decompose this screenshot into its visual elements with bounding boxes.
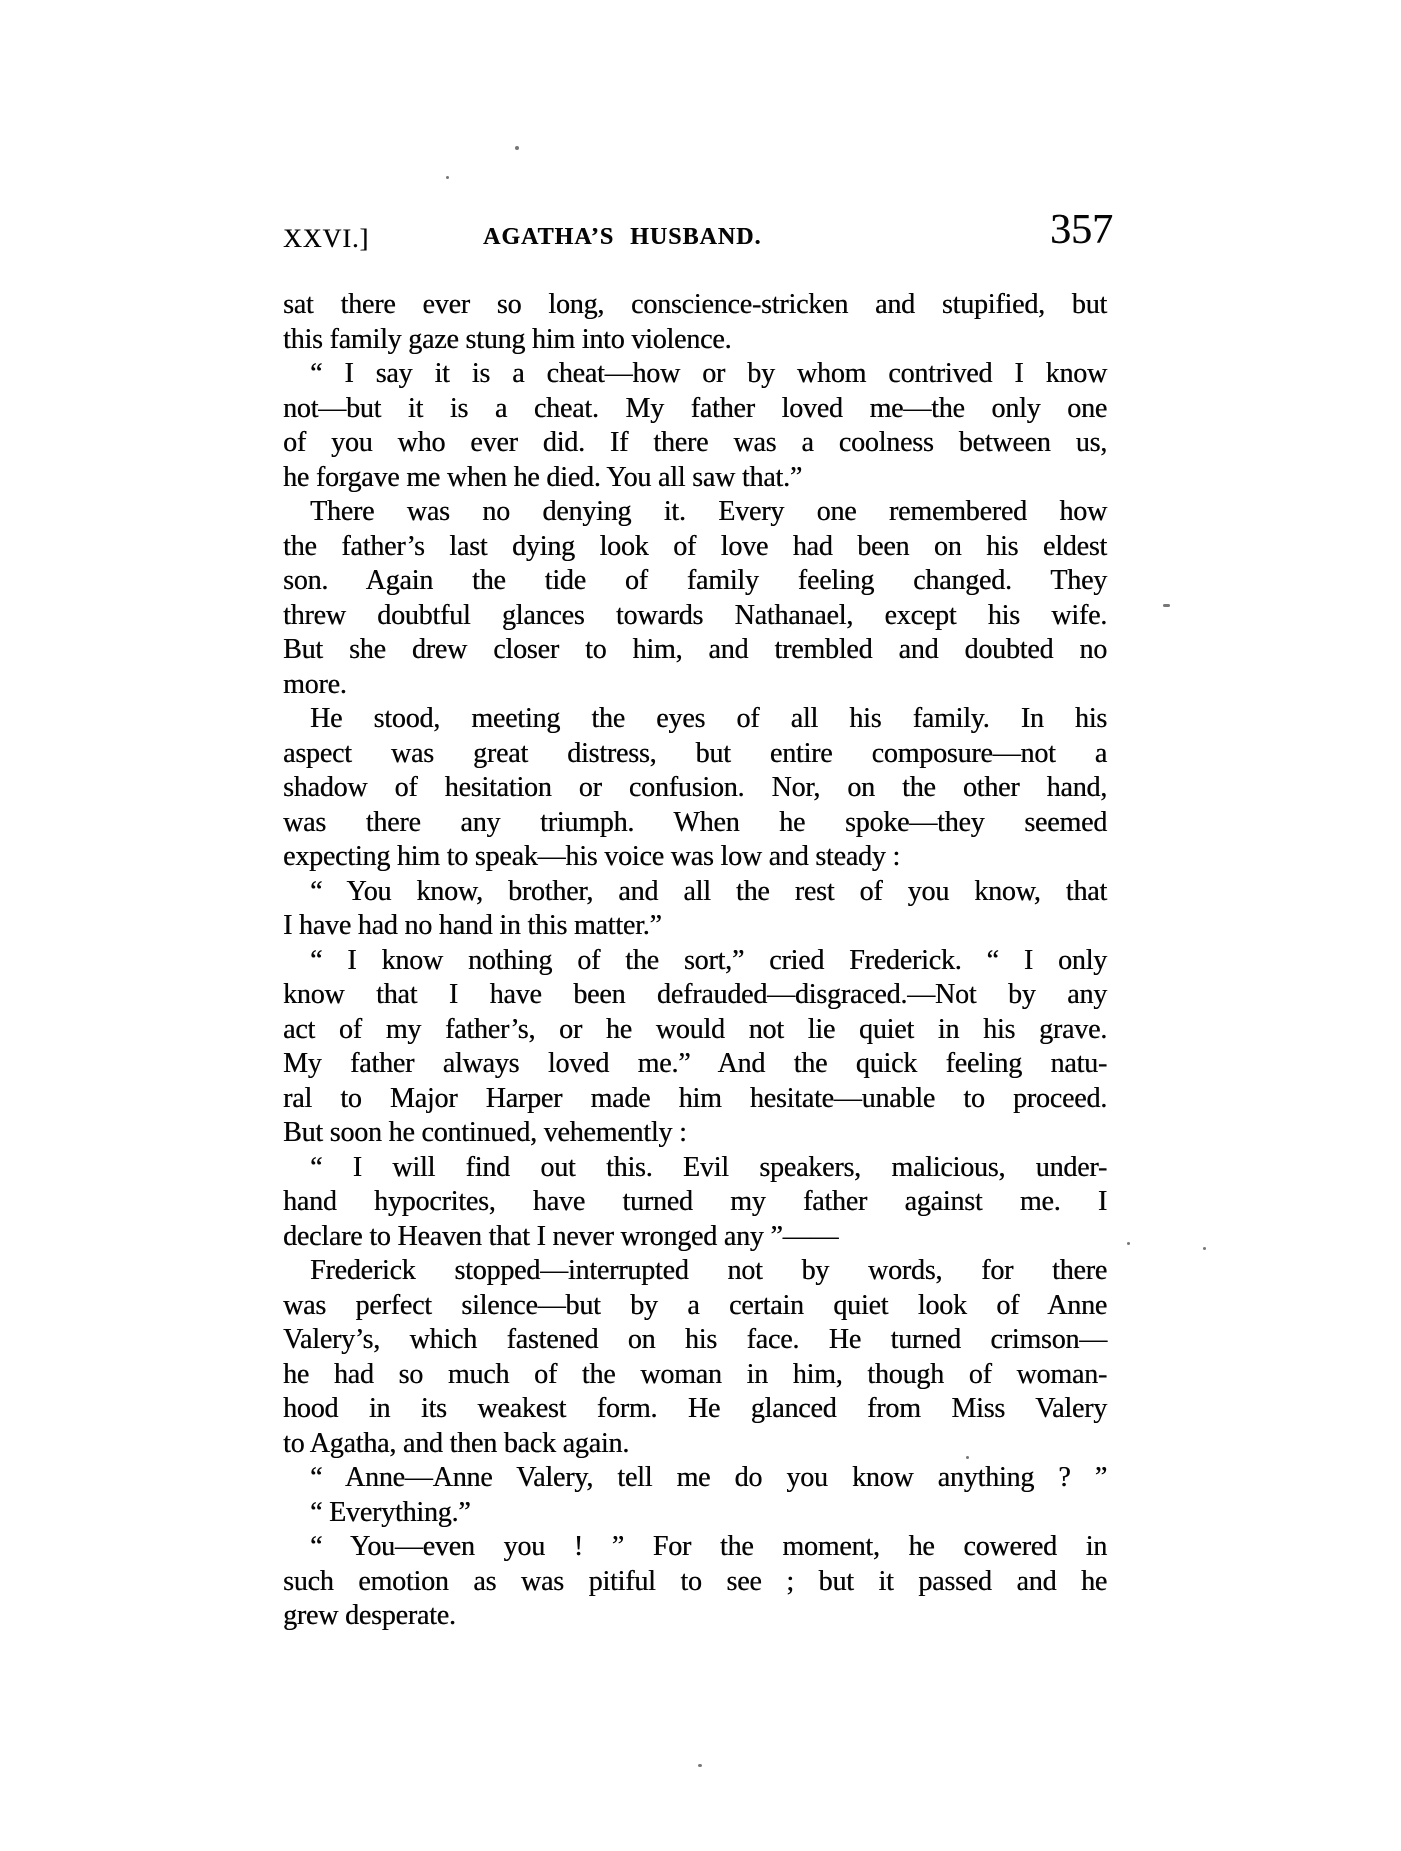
scan-speck [446,176,449,179]
text-line: sat there ever so long, conscience-stricken and stupified, but [283,289,1107,320]
text-line: expecting him to speak—his voice was low and steady : [283,841,900,872]
text-line: the father’s last dying look of love had been on his eldest [283,530,1107,562]
text-line: hand hypocrites, have turned my father against me. I [283,1186,1107,1217]
scan-speck [966,1456,969,1459]
chapter-marker: XXVI.] [283,224,370,253]
running-title: AGATHA’S HUSBAND. [483,224,762,250]
text-line: “ You know, brother, and all the rest of you know, that [310,875,1107,907]
text-line: more. [283,668,347,700]
text-line: this family gaze stung him into violence. [283,323,732,355]
text-line: know that I have been defrauded—disgraced.—Not by any [283,979,1107,1010]
text-line: he forgave me when he died. You all saw that.” [283,461,803,493]
text-line: “ I will find out this. Evil speakers, malicious, under- [310,1151,1107,1183]
text-line: My father always loved me.” And the quick feeling natu- [283,1048,1107,1079]
text-line: “ Everything.” [310,1496,471,1528]
text-line: shadow of hesitation or confusion. Nor, on the other hand, [283,772,1107,803]
scan-speck [1163,604,1170,607]
text-line: was there any triumph. When he spoke—they seemed [283,806,1107,838]
text-line: “ I know nothing of the sort,” cried Frederick. “ I only [310,944,1107,976]
text-line: “ Anne—Anne Valery, tell me do you know anything ? ” [310,1462,1107,1493]
text-line: he had so much of the woman in him, though of woman- [283,1358,1107,1390]
text-line: to Agatha, and then back again. [283,1427,630,1459]
text-line: But she drew closer to him, and trembled and doubted no [283,634,1107,665]
page-body [283,288,1107,1634]
page-number: 357 [1050,207,1113,253]
text-line: But soon he continued, vehemently : [283,1117,687,1148]
text-line: act of my father’s, or he would not lie quiet in his grave. [283,1013,1107,1045]
text-line: of you who ever did. If there was a coolness between us, [283,427,1107,458]
text-line: not—but it is a cheat. My father loved me—the only one [283,392,1107,424]
text-line: son. Again the tide of family feeling changed. They [283,565,1107,596]
text-line: Frederick stopped—interrupted not by words, for there [310,1255,1107,1286]
text-line: such emotion as was pitiful to see ; but it passed and he [283,1565,1107,1597]
text-line: declare to Heaven that I never wronged any ”—— [283,1220,839,1252]
scan-speck [1127,1242,1130,1245]
scan-speck [515,146,519,150]
text-line: hood in its weakest form. He glanced from Miss Valery [283,1393,1107,1424]
text-line: I have had no hand in this matter.” [283,910,662,941]
text-line: There was no denying it. Every one remembered how [310,496,1107,527]
text-line: “ You—even you ! ” For the moment, he cowered in [310,1531,1107,1562]
text-line: aspect was great distress, but entire composure—not a [283,737,1107,769]
text-line: Valery’s, which fastened on his face. He turned crimson— [283,1324,1107,1355]
text-line: threw doubtful glances towards Nathanael, except his wife. [283,599,1107,631]
scan-speck [698,1764,702,1767]
text-line: grew desperate. [283,1600,456,1631]
text-line: He stood, meeting the eyes of all his family. In his [310,703,1107,734]
text-line: ral to Major Harper made him hesitate—unable to proceed. [283,1082,1107,1114]
text-line: “ I say it is a cheat—how or by whom contrived I know [310,358,1107,389]
text-line: was perfect silence—but by a certain quiet look of Anne [283,1289,1107,1321]
scan-speck [1203,1247,1206,1250]
